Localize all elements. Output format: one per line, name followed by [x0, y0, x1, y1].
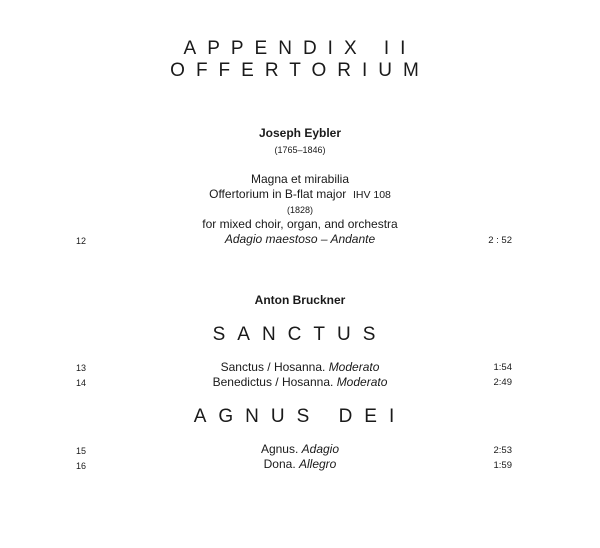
- track-tempo: Moderato: [328, 360, 380, 374]
- work-key: Offertorium in B-flat major: [209, 187, 347, 201]
- track-number: 12: [76, 236, 87, 246]
- track-duration: 2 : 52: [488, 235, 512, 246]
- track-duration: 1:59: [493, 460, 512, 471]
- track-number: 13: [76, 363, 87, 373]
- track-tempo: Adagio maestoso – Andante: [224, 232, 376, 246]
- agnus-dei-heading: AGNUS DEI: [193, 406, 407, 427]
- track-name: Dona.: [263, 457, 296, 471]
- track-duration: 1:54: [493, 362, 512, 373]
- work-scoring: for mixed choir, organ, and orchestra: [202, 217, 398, 231]
- composer-eybler: Joseph Eybler: [258, 126, 342, 140]
- track-tempo: Moderato: [336, 375, 388, 389]
- track-number: 14: [76, 378, 87, 388]
- track-name: Sanctus / Hosanna.: [220, 360, 326, 374]
- track-name: Benedictus / Hosanna.: [212, 375, 334, 389]
- track-number: 16: [76, 461, 87, 471]
- work-catalog: IHV 108: [352, 189, 391, 201]
- work-title: Magna et mirabilia: [250, 172, 350, 186]
- track-name: Agnus.: [260, 442, 299, 456]
- composer-bruckner: Anton Bruckner: [254, 293, 346, 307]
- track-tempo: Adagio: [301, 442, 340, 456]
- track-duration: 2:49: [493, 377, 512, 388]
- work-subtitle: [0, 187, 600, 203]
- track-tempo: Allegro: [299, 457, 337, 471]
- offertorium-heading: OFFERTORIUM: [170, 60, 430, 81]
- sanctus-heading: SANCTUS: [212, 324, 388, 345]
- track-duration: 2:53: [493, 445, 512, 456]
- track-number: 15: [76, 446, 87, 456]
- work-year: (1828): [286, 205, 313, 215]
- appendix-heading: APPENDIX II: [183, 38, 417, 59]
- composer-dates: (1765–1846): [274, 145, 326, 155]
